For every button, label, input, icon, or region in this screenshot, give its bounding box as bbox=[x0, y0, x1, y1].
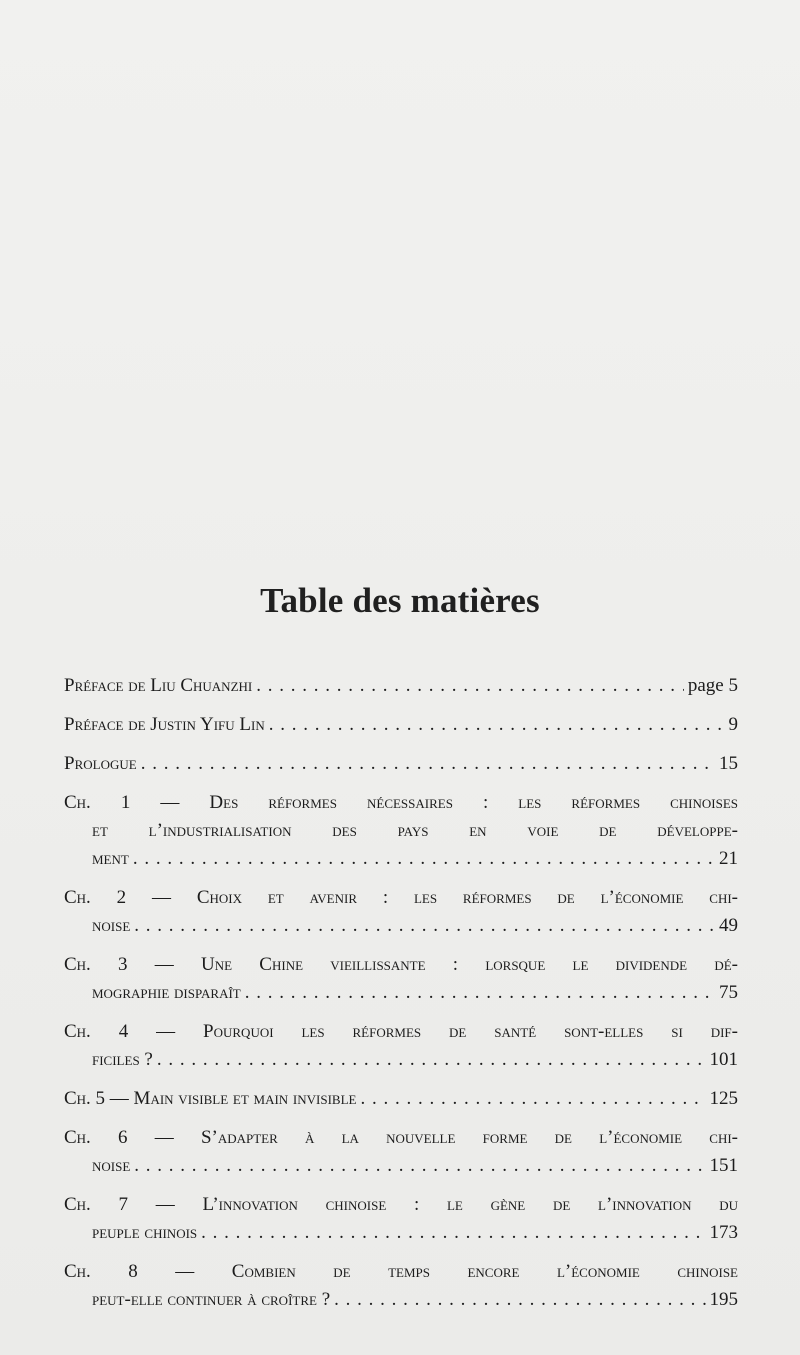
toc-entry-text: Prologue bbox=[64, 753, 137, 774]
dot-leader bbox=[334, 1286, 705, 1314]
toc-entry-line bbox=[64, 750, 738, 778]
toc-entry-line bbox=[64, 912, 738, 940]
toc-entry bbox=[64, 789, 738, 873]
show-through-text bbox=[70, 64, 740, 92]
toc-page-number: 75 bbox=[719, 982, 738, 1003]
toc-page-number: 49 bbox=[719, 915, 738, 936]
toc-entry-line bbox=[64, 979, 738, 1007]
toc-entry-line bbox=[64, 711, 738, 739]
toc-entry-line bbox=[64, 817, 738, 845]
toc-entry-line bbox=[64, 845, 738, 873]
toc-page-number: 15 bbox=[719, 753, 738, 774]
toc-page-number: 101 bbox=[709, 1049, 738, 1070]
toc-entry bbox=[64, 884, 738, 940]
toc-entry bbox=[64, 711, 738, 739]
toc-entry-text: noise bbox=[92, 915, 131, 936]
toc-entry-text: Préface de Justin Yifu Lin bbox=[64, 714, 265, 735]
dot-leader bbox=[269, 711, 725, 739]
dot-leader bbox=[245, 979, 715, 1007]
toc-entry-text: ment bbox=[92, 848, 129, 869]
toc-page-number: 151 bbox=[709, 1155, 738, 1176]
toc-entry bbox=[64, 951, 738, 1007]
toc-entry-text: Ch. 5 — Main visible et main invisible bbox=[64, 1088, 357, 1109]
dot-leader bbox=[157, 1046, 706, 1074]
toc-entry-text: peuple chinois bbox=[92, 1222, 198, 1243]
dot-leader bbox=[201, 1219, 705, 1247]
dot-leader bbox=[134, 912, 715, 940]
table-of-contents bbox=[64, 672, 738, 1325]
toc-entry-line bbox=[64, 1286, 738, 1314]
toc-entry-line bbox=[64, 1085, 738, 1113]
toc-entry-text: Ch. 2 — Choix et avenir : les réformes de l’économie chi- bbox=[64, 887, 738, 908]
toc-entry-line bbox=[64, 672, 738, 700]
toc-entry-text: et l’industrialisation des pays en voie de développe- bbox=[92, 820, 738, 841]
toc-entry-text: mographie disparaît bbox=[92, 982, 241, 1003]
toc-entry-text: noise bbox=[92, 1155, 131, 1176]
toc-entry-text: Ch. 4 — Pourquoi les réformes de santé sont-elles si dif- bbox=[64, 1021, 738, 1042]
toc-page-number: 9 bbox=[728, 714, 738, 735]
toc-entry-text: Ch. 8 — Combien de temps encore l’économie chinoise bbox=[64, 1261, 738, 1282]
toc-page-number: 195 bbox=[709, 1289, 738, 1310]
toc-entry-line bbox=[64, 951, 738, 979]
toc-entry-line bbox=[64, 789, 738, 817]
toc-entry-text: Ch. 3 — Une Chine vieillissante : lorsque le dividende dé- bbox=[64, 954, 738, 975]
toc-entry-text: Préface de Liu Chuanzhi bbox=[64, 675, 253, 696]
toc-entry bbox=[64, 672, 738, 700]
dot-leader bbox=[133, 845, 715, 873]
dot-leader bbox=[134, 1152, 705, 1180]
toc-entry bbox=[64, 1258, 738, 1314]
dot-leader bbox=[141, 750, 715, 778]
toc-page-number: page 5 bbox=[687, 675, 738, 696]
toc-entry-line bbox=[64, 1046, 738, 1074]
toc-page-number: 21 bbox=[719, 848, 738, 869]
toc-page-number: 173 bbox=[709, 1222, 738, 1243]
toc-entry-line bbox=[64, 1191, 738, 1219]
toc-entry-line bbox=[64, 1152, 738, 1180]
dot-leader bbox=[256, 672, 684, 700]
toc-entry bbox=[64, 750, 738, 778]
page-title: Table des matières bbox=[260, 581, 540, 621]
toc-entry-line bbox=[64, 1258, 738, 1286]
toc-entry-line bbox=[64, 884, 738, 912]
toc-entry bbox=[64, 1085, 738, 1113]
toc-entry-text: Ch. 7 — L’innovation chinoise : le gène de l’innovation du bbox=[64, 1194, 738, 1215]
toc-entry bbox=[64, 1191, 738, 1247]
toc-entry bbox=[64, 1018, 738, 1074]
toc-entry bbox=[64, 1124, 738, 1180]
toc-entry-line bbox=[64, 1018, 738, 1046]
toc-entry-line bbox=[64, 1124, 738, 1152]
toc-entry-line bbox=[64, 1219, 738, 1247]
toc-entry-text: Ch. 1 — Des réformes nécessaires : les réformes chinoises bbox=[64, 792, 738, 813]
toc-entry-text: peut-elle continuer à croître ? bbox=[92, 1289, 331, 1310]
dot-leader bbox=[360, 1085, 705, 1113]
toc-entry-text: ficiles ? bbox=[92, 1049, 153, 1070]
toc-entry-text: Ch. 6 — S’adapter à la nouvelle forme de l’économie chi- bbox=[64, 1127, 738, 1148]
toc-page-number: 125 bbox=[709, 1088, 738, 1109]
